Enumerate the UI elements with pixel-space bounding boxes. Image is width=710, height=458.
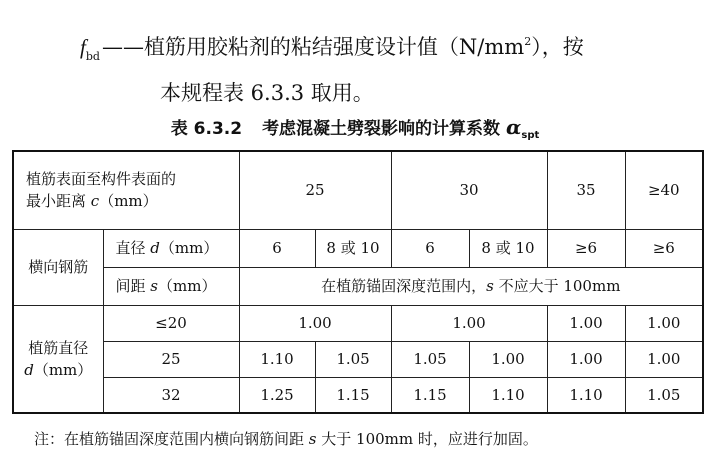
spacing-label-cell: 间距 s（mm） — [103, 267, 239, 305]
cover-value-35: 35 — [547, 151, 625, 229]
cover-label-line-2: 最小距离 c（mm） — [26, 192, 158, 211]
table-caption — [0, 114, 710, 141]
table-row-d25 — [13, 341, 703, 377]
coefficient-cell: 1.05 — [315, 341, 391, 377]
intro-paragraph — [80, 24, 700, 111]
coefficient-cell: 1.25 — [239, 377, 315, 413]
table-row-d32 — [13, 377, 703, 413]
coefficient-cell: 1.05 — [625, 377, 703, 413]
symbol-fbd-subscript: bd — [85, 50, 100, 63]
intro-line-2: 本规程表 6.3.3 取用。 — [160, 81, 374, 105]
bar-diameter-value: 32 — [103, 377, 239, 413]
alpha-symbol: α — [505, 115, 522, 139]
bar-diameter-label-cell: 植筋直径 d（mm） — [13, 305, 103, 413]
coefficient-cell: 1.10 — [469, 377, 547, 413]
coefficient-cell: 1.15 — [315, 377, 391, 413]
table-row-d20 — [13, 305, 703, 341]
coefficient-cell: 1.15 — [391, 377, 469, 413]
bar-diameter-value: ≤20 — [103, 305, 239, 341]
diameter-value: 6 — [239, 229, 315, 267]
diameter-value: ≥6 — [625, 229, 703, 267]
coefficient-cell: 1.00 — [625, 305, 703, 341]
coefficient-cell: 1.00 — [625, 341, 703, 377]
intro-line-1 — [80, 24, 700, 75]
coefficient-cell: 1.00 — [239, 305, 391, 341]
coefficient-cell: 1.00 — [547, 341, 625, 377]
alpha-subscript: spt — [521, 130, 540, 141]
diameter-value: ≥6 — [547, 229, 625, 267]
table-title-text: 考虑混凝土劈裂影响的计算系数 — [262, 119, 501, 139]
intro-line-1-text: ——植筋用胶粘剂的粘结强度设计值（N/mm — [101, 35, 525, 59]
transverse-label-cell: 横向钢筋 — [13, 229, 103, 305]
cover-label-cell — [13, 151, 239, 229]
cover-value-30: 30 — [391, 151, 547, 229]
coefficient-cell: 1.10 — [239, 341, 315, 377]
intro-line-1-end: ），按 — [531, 35, 584, 59]
diameter-value: 8 或 10 — [315, 229, 391, 267]
coefficient-cell: 1.00 — [391, 305, 547, 341]
coefficient-cell: 1.00 — [547, 305, 625, 341]
diameter-value: 8 或 10 — [469, 229, 547, 267]
coefficient-table — [12, 150, 704, 414]
cover-value-40: ≥40 — [625, 151, 703, 229]
unit-superscript: 2 — [524, 35, 532, 48]
table-row-diameter — [13, 229, 703, 267]
cover-label-line-1: 植筋表面至构件表面的 — [26, 170, 177, 189]
bar-diameter-value: 25 — [103, 341, 239, 377]
symbol-fbd: f — [80, 35, 86, 59]
table-row-spacing — [13, 267, 703, 305]
diameter-value: 6 — [391, 229, 469, 267]
coefficient-cell: 1.05 — [391, 341, 469, 377]
table-note: 注：在植筋锚固深度范围内横向钢筋间距 s 大于 100mm 时，应进行加固。 — [34, 430, 538, 448]
diameter-label-cell: 直径 d（mm） — [103, 229, 239, 267]
coefficient-cell: 1.10 — [547, 377, 625, 413]
cover-value-25: 25 — [239, 151, 391, 229]
table-number: 表 6.3.2 — [170, 119, 243, 139]
table-row-cover — [13, 151, 703, 229]
coefficient-cell: 1.00 — [469, 341, 547, 377]
spacing-requirement-cell: 在植筋锚固深度范围内，s 不应大于 100mm — [239, 267, 703, 305]
